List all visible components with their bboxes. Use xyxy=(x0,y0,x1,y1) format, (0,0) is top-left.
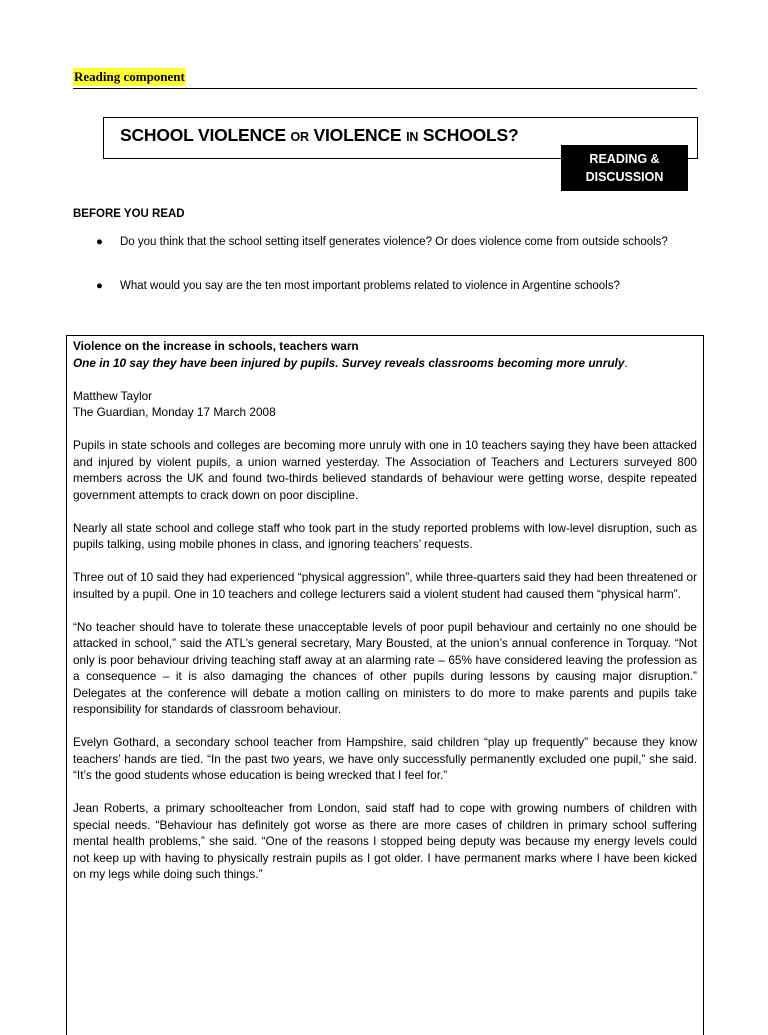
title-part: SCHOOLS? xyxy=(418,125,519,145)
article-source: The Guardian, Monday 17 March 2008 xyxy=(73,405,276,419)
standfirst-end: . xyxy=(624,355,628,370)
header-rule xyxy=(73,88,697,89)
question-item xyxy=(96,235,696,251)
standfirst-text: One in 10 say they have been injured by pupils. Survey reveals classrooms becoming more unruly xyxy=(73,355,625,370)
article-paragraph: Jean Roberts, a primary schoolteacher from London, said staff had to cope with growing numbers of children with special needs. “Behaviour has definitely got worse as there are more cases of children in primary school suffering mental health problems,” she said. “One of the reasons I stopped being deputy was because my energy levels could not keep up with having to physically restrain pupils as I got older. I have permanent marks where I have been kicked on my legs while doing such things.” xyxy=(73,801,697,881)
article-standfirst xyxy=(73,355,697,372)
article-body xyxy=(73,338,697,899)
title-part: VIOLENCE xyxy=(308,125,407,145)
title-part: OR xyxy=(290,130,309,144)
article-headline: Violence on the increase in schools, teachers warn xyxy=(73,339,359,353)
tag-line: DISCUSSION xyxy=(585,170,664,184)
article-box xyxy=(66,335,704,1035)
article-author: Matthew Taylor xyxy=(73,388,153,403)
article-paragraph: Evelyn Gothard, a secondary school teacher from Hampshire, said children “play up frequently” because they know teachers’ hands are tied. “In the past two years, we have only successfully permanently excluded one pupil,” she said. “It’s the good students whose education is being wrecked that I feel for.” xyxy=(73,735,697,782)
article-paragraph: Pupils in state schools and colleges are becoming more unruly with one in 10 teachers saying they have been attacked and injured by violent pupils, a union warned yesterday. The Association of Teachers and Lecturers surveyed 800 members across the UK and found two-thirds believed standards of behaviour were getting worse, despite repeated government attempts to crack down on poor discipline. xyxy=(73,438,697,502)
page-title xyxy=(120,123,518,149)
reading-discussion-tag xyxy=(561,145,688,191)
title-part: IN xyxy=(406,130,419,144)
before-you-read-heading: BEFORE YOU READ xyxy=(73,208,185,220)
question-text: What would you say are the ten most important problems related to violence in Argentine schools? xyxy=(120,280,620,292)
section-label: Reading component xyxy=(74,69,185,84)
article-paragraph: Three out of 10 said they had experienced “physical aggression”, while three-quarters said they had been threatened or insulted by a pupil. One in 10 teachers and college lecturers said a violent student had caused them “physical harm”. xyxy=(73,570,697,601)
question-text: Do you think that the school setting itself generates violence? Or does violence come from outside schools? xyxy=(120,236,668,248)
article-paragraph: “No teacher should have to tolerate these unacceptable levels of poor pupil behaviour and certainly no one should be attacked in school,” said the ATL’s general secretary, Mary Bousted, at the union’s annual conference in Torquay. “Not only is poor behaviour driving teaching staff away at an alarming rate – 65% have considered leaving the profession as a consequence – it is also damaging the chances of other pupils during lessons by causing major disruption.” Delegates at the conference will debate a motion calling on ministers to do more to make parents and pupils take responsibility for standards of classroom behaviour. xyxy=(73,619,697,716)
bullet-icon: ● xyxy=(96,280,103,292)
title-part: SCHOOL VIOLENCE xyxy=(120,125,291,145)
question-item xyxy=(96,279,696,295)
bullet-icon: ● xyxy=(96,236,103,248)
article-paragraph: Nearly all state school and college staff who took part in the study reported problems with low-level disruption, such as pupils talking, using mobile phones in class, and ignoring teachers’ requests. xyxy=(73,520,697,551)
tag-line: READING & xyxy=(589,152,660,166)
